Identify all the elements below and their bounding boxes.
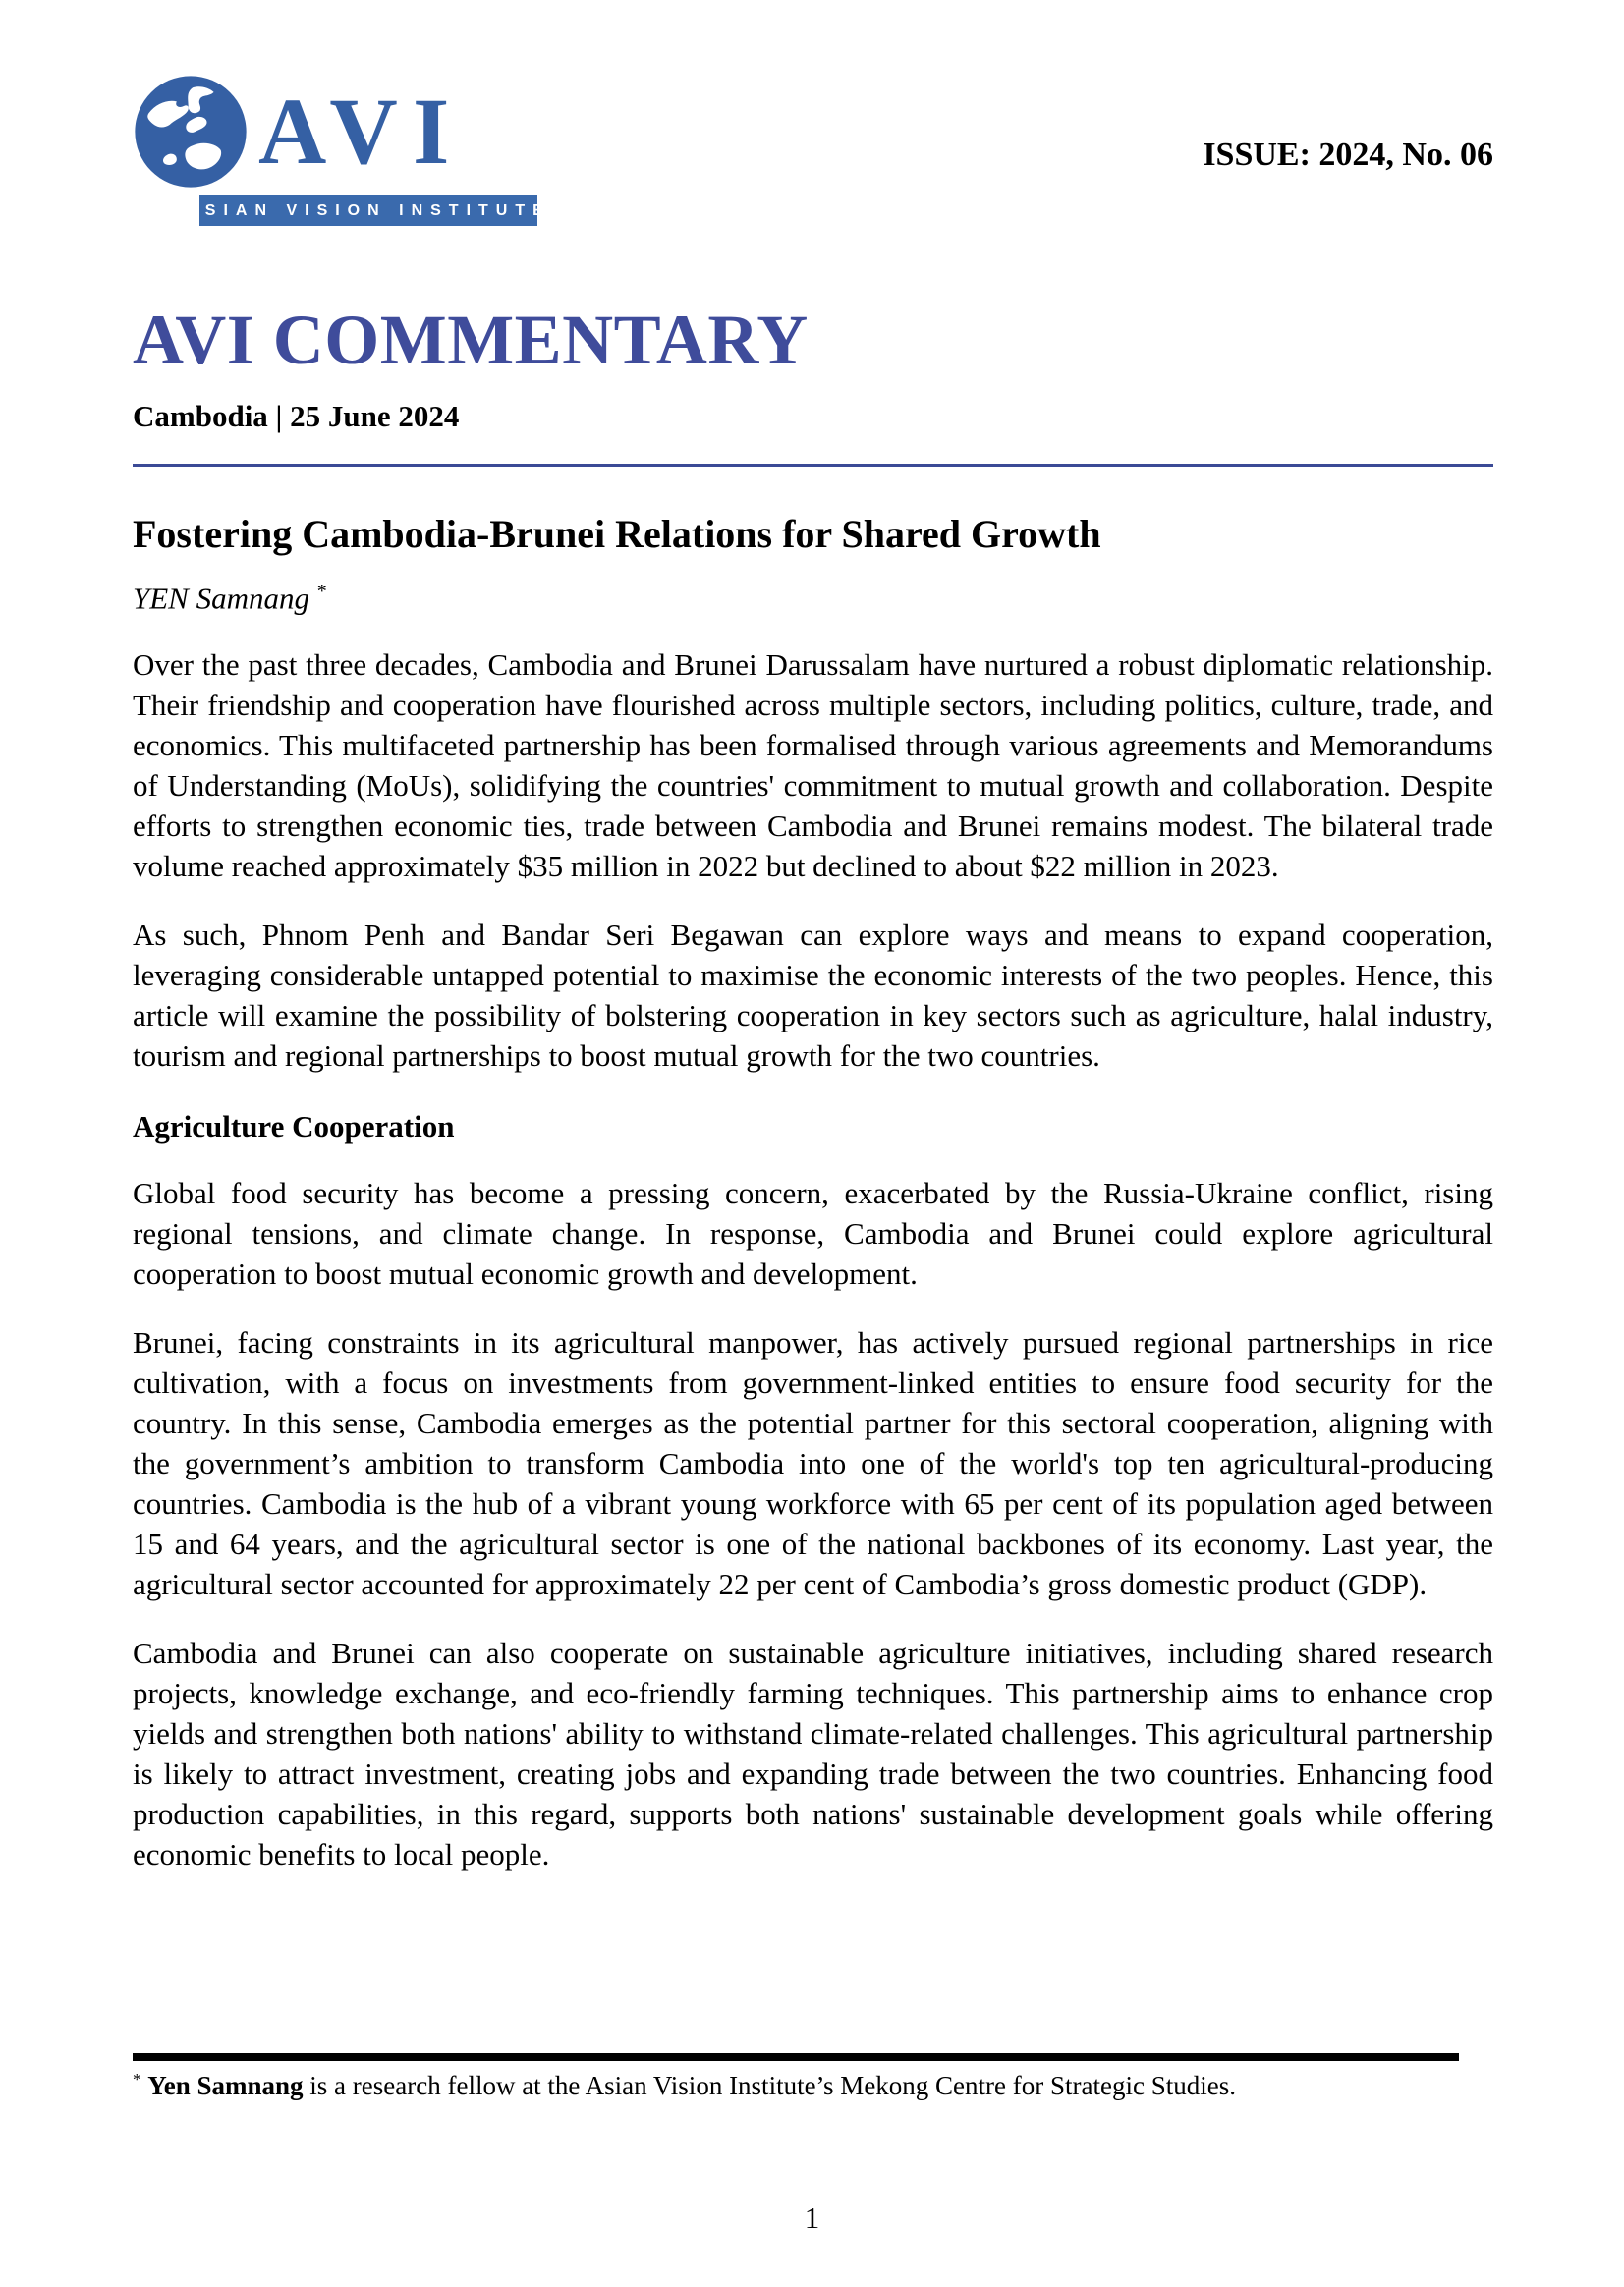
footnote-author: Yen Samnang [147,2071,304,2100]
globe-icon [133,74,249,190]
page-number: 1 [804,2201,820,2235]
paragraph-intro-2: As such, Phnom Penh and Bandar Seri Begawan can explore ways and means to expand cooperation, leveraging considerable untapped potential to maximise the economic interests of the two peoples. Hence, this article will examine the possibility of bolstering cooperation in key sectors such as agriculture, halal industry, tourism and regional partnerships to boost mutual growth for the two countries. [133,918,1493,1074]
article-body [133,644,1493,1874]
paragraph-agriculture-2: Brunei, facing constraints in its agricultural manpower, has actively pursued regional partnerships in rice cultivation, with a focus on investments from government-linked entities to ensure food security for the country. In this sense, Cambodia emerges as the potential partner for this sectoral cooperation, aligning with the government’s ambition to transform Cambodia into one of the world's top ten agricultural-producing countries. Cambodia is the hub of a vibrant young workforce with 65 per cent of its population aged between 15 and 64 years, and the agricultural sector is one of the national backbones of its economy. Last year, the agricultural sector accounted for approximately 22 per cent of Cambodia’s gross domestic product (GDP). [133,1325,1493,1602]
page-footer [133,2053,1461,2103]
footnote-text: is a research fellow at the Asian Vision Institute’s Mekong Centre for Strategic Studies. [303,2071,1236,2100]
footnote-marker: * [133,2070,141,2089]
paragraph-agriculture-1: Global food security has become a pressing concern, exacerbated by the Russia-Ukraine conflict, rising regional tensions, and climate change. In response, Cambodia and Brunei could explore agricultural cooperation to boost mutual economic growth and development. [133,1176,1493,1292]
commentary-title: AVI COMMENTARY [133,301,809,379]
page-header [133,74,1493,226]
author-line [133,581,1493,616]
logo-acronym: AVI [258,79,465,184]
issue-label: ISSUE: 2024, No. 06 [1203,137,1493,173]
logo-institute-banner: ASIAN VISION INSTITUTE [199,195,537,226]
header-divider [133,464,1493,467]
avi-logo [133,74,594,226]
author-footnote-marker: * [316,581,327,602]
footnote-separator [133,2053,1459,2061]
paragraph-agriculture-3: Cambodia and Brunei can also cooperate on sustainable agriculture initiatives, including shared research projects, knowledge exchange, and eco-friendly farming techniques. This partnership aims to enhance crop yields and strengthen both nations' ability to withstand climate-related challenges. This agricultural partnership is likely to attract investment, creating jobs and expanding trade between the two countries. Enhancing food production capabilities, in this regard, supports both nations' sustainable development goals while offering economic benefits to local people. [133,1636,1493,1872]
author-name: YEN Samnang [133,581,309,616]
article-title: Fostering Cambodia-Brunei Relations for Shared Growth [133,512,1101,556]
dateline: Cambodia | 25 June 2024 [133,399,460,433]
footnote [133,2069,1461,2103]
section-heading-agriculture: Agriculture Cooperation [133,1109,455,1144]
paragraph-intro-1: Over the past three decades, Cambodia and Brunei Darussalam have nurtured a robust diplomatic relationship. Their friendship and cooperation have flourished across multiple sectors, including politics, culture, trade, and economics. This multifaceted partnership has been formalised through various agreements and Memorandums of Understanding (MoUs), solidifying the countries' commitment to mutual growth and collaboration. Despite efforts to strengthen economic ties, trade between Cambodia and Brunei remains modest. The bilateral trade volume reached approximately $35 million in 2022 but declined to about $22 million in 2023. [133,647,1493,884]
